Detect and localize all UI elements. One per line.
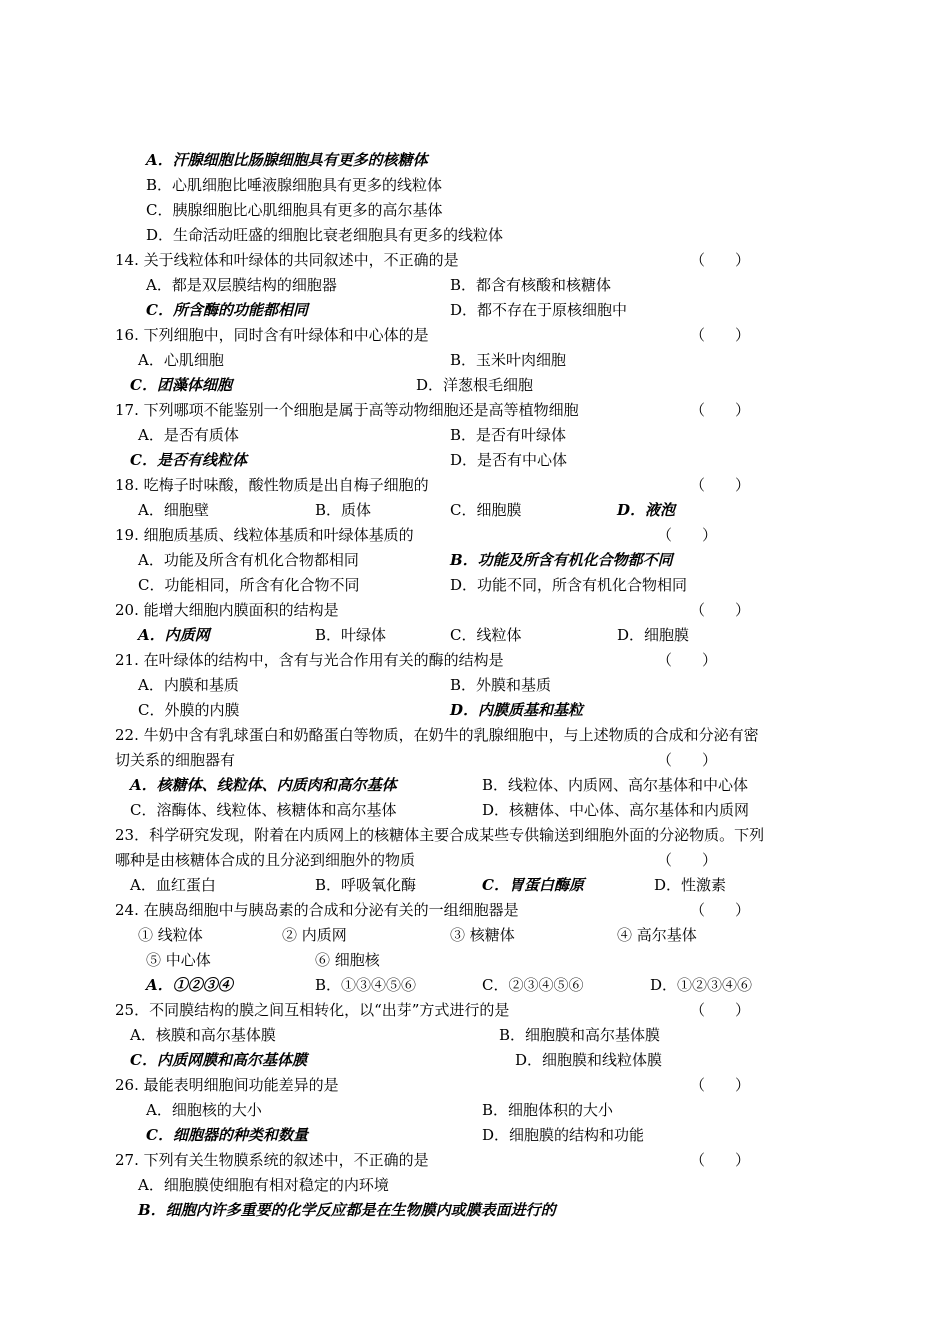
option-a: A．心肌细胞 <box>138 351 224 369</box>
option-b: B．叶绿体 <box>315 626 387 644</box>
question-18: 18. 吃梅子时味酸，酸性物质是出自梅子细胞的 <box>115 476 429 494</box>
option-b: B．呼吸氧化酶 <box>315 876 417 894</box>
answer-bracket: （ ） <box>690 1151 751 1169</box>
item-5: ⑤ 中心体 <box>146 951 211 969</box>
option-a: A．功能及所含有机化合物都相同 <box>138 551 359 569</box>
option-c: C．②③④⑤⑥ <box>482 976 584 994</box>
option-c: C．内质网膜和高尔基体膜 <box>130 1051 307 1069</box>
option-a: A．是否有质体 <box>138 426 239 444</box>
option-b: B．质体 <box>315 501 372 519</box>
option-a: A．都是双层膜结构的细胞器 <box>146 276 337 294</box>
option-a: A．内质网 <box>138 626 210 644</box>
question-17: 17. 下列哪项不能鉴别一个细胞是属于高等动物细胞还是高等植物细胞 <box>115 401 579 419</box>
option-b: B．功能及所含有机化合物都不同 <box>450 551 673 569</box>
item-3: ③ 核糖体 <box>450 926 515 944</box>
question-23: 23．科学研究发现，附着在内质网上的核糖体主要合成某些专供输送到细胞外面的分泌物质。下列 <box>115 826 765 844</box>
option-b: B．外膜和基质 <box>450 676 552 694</box>
option-a: A．核膜和高尔基体膜 <box>130 1026 276 1044</box>
option-c: C．胃蛋白酶原 <box>482 876 584 894</box>
option-b: B．细胞内许多重要的化学反应都是在生物膜内或膜表面进行的 <box>138 1201 556 1219</box>
option-b: B．是否有叶绿体 <box>450 426 567 444</box>
option-d: D．液泡 <box>617 501 676 519</box>
answer-bracket: （ ） <box>690 401 751 419</box>
answer-bracket: （ ） <box>657 751 718 769</box>
option-c: C．是否有线粒体 <box>130 451 247 469</box>
option-d: D．内膜质基和基粒 <box>450 701 584 719</box>
option-d: D．洋葱根毛细胞 <box>416 376 534 394</box>
answer-bracket: （ ） <box>690 901 751 919</box>
option-a: A．细胞核的大小 <box>146 1101 262 1119</box>
option-line: B．心肌细胞比唾液腺细胞具有更多的线粒体 <box>146 176 443 194</box>
question-27: 27. 下列有关生物膜系统的叙述中，不正确的是 <box>115 1151 429 1169</box>
question-16: 16. 下列细胞中，同时含有叶绿体和中心体的是 <box>115 326 429 344</box>
answer-bracket: （ ） <box>690 326 751 344</box>
option-line: A．汗腺细胞比肠腺细胞具有更多的核糖体 <box>146 151 428 169</box>
option-a: A．细胞壁 <box>138 501 209 519</box>
answer-bracket: （ ） <box>690 476 751 494</box>
option-c: C．团藻体细胞 <box>130 376 232 394</box>
question-22-cont: 切关系的细胞器有 <box>115 751 236 769</box>
option-b: B．玉米叶肉细胞 <box>450 351 567 369</box>
option-a: A．细胞膜使细胞有相对稳定的内环境 <box>138 1176 389 1194</box>
option-d: D．是否有中心体 <box>450 451 568 469</box>
option-c: C．所含酶的功能都相同 <box>146 301 308 319</box>
option-d: D．细胞膜 <box>617 626 690 644</box>
question-21: 21. 在叶绿体的结构中，含有与光合作用有关的酶的结构是 <box>115 651 504 669</box>
option-b: B．都含有核酸和核糖体 <box>450 276 612 294</box>
option-d: D．①②③④⑥ <box>650 976 753 994</box>
answer-bracket: （ ） <box>657 851 718 869</box>
option-d: D．细胞膜和线粒体膜 <box>515 1051 663 1069</box>
item-6: ⑥ 细胞核 <box>315 951 380 969</box>
question-19: 19. 细胞质基质、线粒体基质和叶绿体基质的 <box>115 526 414 544</box>
option-c: C．细胞膜 <box>450 501 522 519</box>
item-4: ④ 高尔基体 <box>617 926 697 944</box>
question-25: 25．不同膜结构的膜之间互相转化，以“出芽”方式进行的是 <box>115 1001 510 1019</box>
option-d: D．都不存在于原核细胞中 <box>450 301 628 319</box>
question-24: 24. 在胰岛细胞中与胰岛素的合成和分泌有关的一组细胞器是 <box>115 901 519 919</box>
question-20: 20. 能增大细胞内膜面积的结构是 <box>115 601 339 619</box>
option-line: C．胰腺细胞比心肌细胞具有更多的高尔基体 <box>146 201 443 219</box>
option-d: D．核糖体、中心体、高尔基体和内质网 <box>482 801 750 819</box>
answer-bracket: （ ） <box>690 251 751 269</box>
answer-bracket: （ ） <box>657 651 718 669</box>
option-a: A．内膜和基质 <box>138 676 239 694</box>
option-a: A．①②③④ <box>146 976 233 994</box>
item-2: ② 内质网 <box>282 926 347 944</box>
option-b: B．线粒体、内质网、高尔基体和中心体 <box>482 776 749 794</box>
option-line: D．生命活动旺盛的细胞比衰老细胞具有更多的线粒体 <box>146 226 504 244</box>
item-1: ① 线粒体 <box>138 926 203 944</box>
option-c: C．细胞器的种类和数量 <box>146 1126 308 1144</box>
option-d: D．细胞膜的结构和功能 <box>482 1126 645 1144</box>
question-14: 14. 关于线粒体和叶绿体的共同叙述中，不正确的是 <box>115 251 459 269</box>
option-c: C．外膜的内膜 <box>138 701 240 719</box>
option-a: A．核糖体、线粒体、内质肉和高尔基体 <box>130 776 397 794</box>
option-c: C．功能相同，所含有化合物不同 <box>138 576 360 594</box>
option-d: D．功能不同，所含有机化合物相同 <box>450 576 688 594</box>
answer-bracket: （ ） <box>690 1001 751 1019</box>
question-26: 26. 最能表明细胞间功能差异的是 <box>115 1076 339 1094</box>
answer-bracket: （ ） <box>657 526 718 544</box>
option-b: B．①③④⑤⑥ <box>315 976 417 994</box>
option-b: B．细胞膜和高尔基体膜 <box>499 1026 661 1044</box>
option-c: C．线粒体 <box>450 626 522 644</box>
option-a: A．血红蛋白 <box>130 876 216 894</box>
answer-bracket: （ ） <box>690 601 751 619</box>
question-23-cont: 哪种是由核糖体合成的且分泌到细胞外的物质 <box>115 851 416 869</box>
option-b: B．细胞体积的大小 <box>482 1101 614 1119</box>
option-c: C．溶酶体、线粒体、核糖体和高尔基体 <box>130 801 397 819</box>
option-d: D．性激素 <box>654 876 727 894</box>
question-22: 22. 牛奶中含有乳球蛋白和奶酪蛋白等物质，在奶牛的乳腺细胞中，与上述物质的合成和分泌有密 <box>115 726 759 744</box>
answer-bracket: （ ） <box>690 1076 751 1094</box>
